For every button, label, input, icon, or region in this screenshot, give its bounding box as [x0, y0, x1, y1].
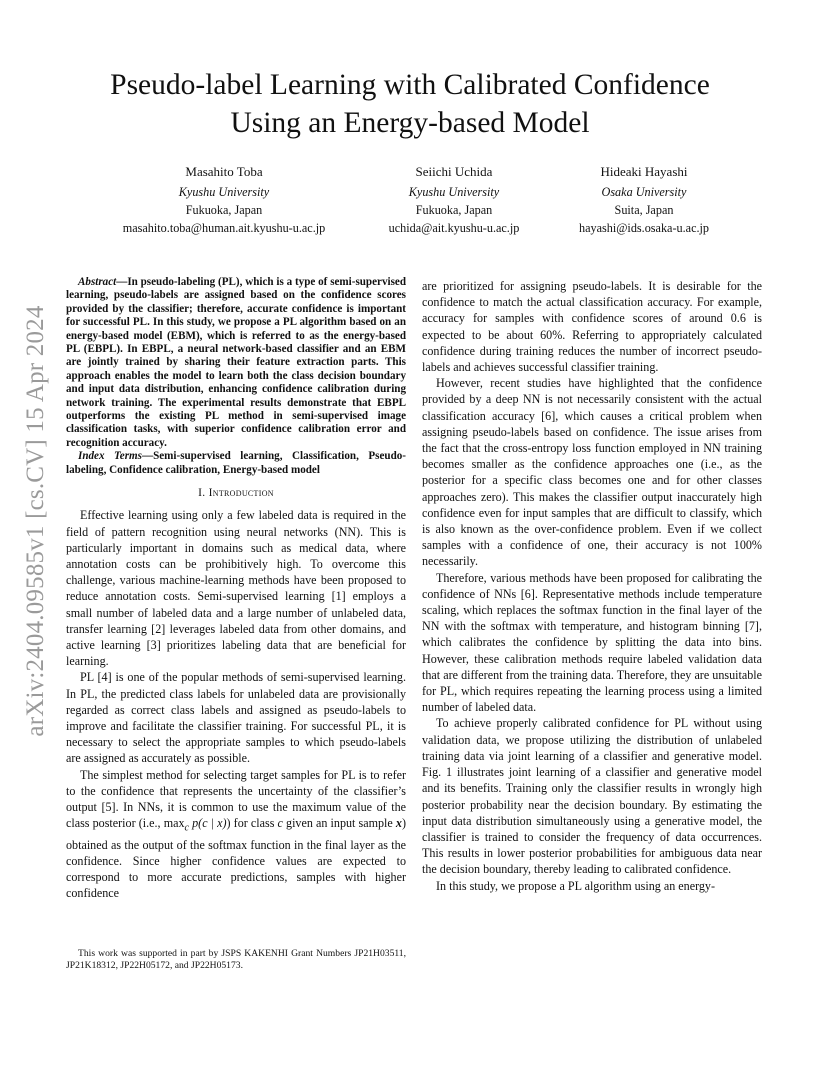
- index-terms-label: Index Terms: [78, 450, 142, 463]
- arxiv-watermark: [8, 286, 64, 756]
- body-paragraph: The simplest method for selecting target samples for PL is to refer to the confidence that represents the uncertainty of the classifier’s output [5]. In NNs, it is common to use the maximum value of the class posterior (i.e., $\max_c p(c$ | x)) for class c given an input sample x) obtained as the output of the softmax function in the final layer as the confidence. Since higher confidence values are expected to correspond to more accurate predictions, samples with higher confidence: [66, 767, 406, 901]
- abstract: [66, 276, 406, 450]
- section-number: I.: [198, 487, 209, 500]
- author-affiliation: Kyushu University: [408, 185, 500, 199]
- author-location: Fukuoka, Japan: [415, 203, 493, 217]
- math-variable: c: [277, 816, 283, 831]
- paper-title: [60, 66, 760, 142]
- author-email: hayashi@ids.osaka-u.ac.jp: [578, 221, 710, 235]
- body-paragraph: In this study, we propose a PL algorithm using an energy-: [436, 878, 716, 893]
- author-block-1: [108, 163, 340, 237]
- body-paragraph: However, recent studies have highlighted that the confidence provided by a deep NN is not necessarily consistent with the actual classification accuracy [6], which causes a critical problem when assigning pseudo-labels based on confidence. The issue arises from the fact that the cross-entropy loss function employed in NN training becomes smaller as the confidence approaches one (i.e., as the posterior for a specific class becomes one and for other classes approaches zero). This makes the classifier output inaccurately high confidence even for input samples that are difficult to classify, which is also known as the over-confidence problem. Even if we collect samples with a confidence of one, their accuracy is not 100% necessarily.: [422, 376, 762, 569]
- body-paragraph: Therefore, various methods have been proposed for calibrating the confidence of NNs [6]. Representative methods include temperature scaling, which replaces the softmax function in the final layer of the NN with the softmax with temperature, and histogram binning [7], which calibrates the confidence by splitting the data into bins. However, these calibration methods require labeled validation data that are different from the training data. Therefore, they are unsuitable for PL, which requires repeating the learning process using a limited number of labeled data.: [422, 570, 762, 715]
- index-terms: [66, 450, 406, 477]
- math-max: max: [163, 816, 185, 831]
- title-line-2: Using an Energy-based Model: [230, 107, 590, 139]
- left-column: [66, 276, 406, 902]
- math-variable: x: [395, 816, 402, 831]
- author-name: Seiichi Uchida: [415, 164, 493, 179]
- math-subscript: c: [184, 822, 189, 834]
- abstract-label: Abstract: [78, 276, 117, 288]
- author-name: Hideaki Hayashi: [600, 164, 688, 179]
- body-paragraph: To achieve properly calibrated confidence for PL without using validation data, we propose utilizing the distribution of unlabeled training data via joint learning of a classifier and generative model. Fig. 1 illustrates joint learning of a classifier and generative model and its benefits. Training only the classifier results in wrongly high posterior probability near the decision boundary. By estimating the input data distribution simultaneously using a generative model, the classifier is trained to consider the frequency of data occurrences. This results in lower posterior probabilities for ambiguous data near the decision boundary, thereby leading to calibrated confidence.: [422, 716, 762, 877]
- author-email: masahito.toba@human.ait.kyushu-u.ac.jp: [122, 221, 326, 235]
- title-line-1: Pseudo-label Learning with Calibrated Confidence: [110, 69, 710, 101]
- author-location: Fukuoka, Japan: [185, 203, 263, 217]
- author-block-3: [568, 163, 720, 237]
- body-paragraph: Effective learning using only a few labeled data is required in the field of pattern recognition using neural networks (NN). This is particularly important in domains such as medical data, where annotation costs can be prohibitively high. To overcome this challenge, various machine-learning methods have been proposed to reduce annotation costs. Semi-supervised learning [1] employs a small number of labeled data and a large number of unlabeled data, transfer learning [2] leverages labeled data from other domains, and active learning [3] prioritizes labeling data that are beneficial for learning.: [66, 508, 406, 669]
- author-affiliation: Kyushu University: [178, 185, 270, 199]
- index-terms-text: —Semi-supervised learning, Classification, Pseudo-labeling, Confidence calibration, Energy-based model: [66, 450, 406, 476]
- author-name: Masahito Toba: [185, 164, 263, 179]
- author-location: Suita, Japan: [614, 203, 674, 217]
- body-paragraph: are prioritized for assigning pseudo-labels. It is desirable for the confidence to match the actual classification accuracy. For example, accuracy for samples with confidence scores of around 0.6 is expected to be about 60%. Referring to appropriately calculated confidence during training reduces the number of incorrect pseudo-labels and achieves successful classifier training.: [422, 279, 762, 375]
- footnote: This work was supported in part by JSPS KAKENHI Grant Numbers JP21H03511, JP21K18312, JP22H05172, and JP22H05173.: [66, 948, 406, 972]
- body-paragraph: PL [4] is one of the popular methods of semi-supervised learning. In PL, the predicted class labels for unlabeled data are provisionally regarded as correct class labels and assigned as pseudo-labels to improve and facilitate the classifier training. For successful PL, it is necessary to select the appropriate samples to which pseudo-labels are assigned as accurately as possible.: [66, 670, 406, 766]
- math-posterior: p(c | x): [192, 816, 227, 831]
- abstract-text: —In pseudo-labeling (PL), which is a type of semi-supervised learning, pseudo-labels are assigned based on the confidence scores provided by the classifier; therefore, accurate confidence is important for successful PL. In this study, we propose a PL algorithm based on an energy-based model (EBM), which is referred to as the energy-based PL (EBPL). In EBPL, a neural network-based classifier and an EBM are jointly trained by sharing their feature extraction parts. This approach enables the model to learn both the class decision boundary and input data distribution, enhancing confidence calibration during network training. The experimental results demonstrate that EBPL outperforms the existing PL method in semi-supervised image classification tasks, with superior confidence calibration error and recognition accuracy.: [66, 276, 406, 449]
- author-email: uchida@ait.kyushu-u.ac.jp: [388, 221, 520, 235]
- author-block-2: [376, 163, 532, 237]
- section-title: Introduction: [208, 487, 274, 500]
- arxiv-identifier: arXiv:2404.09585v1 [cs.CV] 15 Apr 2024: [22, 305, 49, 737]
- section-heading: [66, 485, 406, 501]
- author-affiliation: Osaka University: [601, 185, 687, 199]
- right-column: [422, 278, 762, 894]
